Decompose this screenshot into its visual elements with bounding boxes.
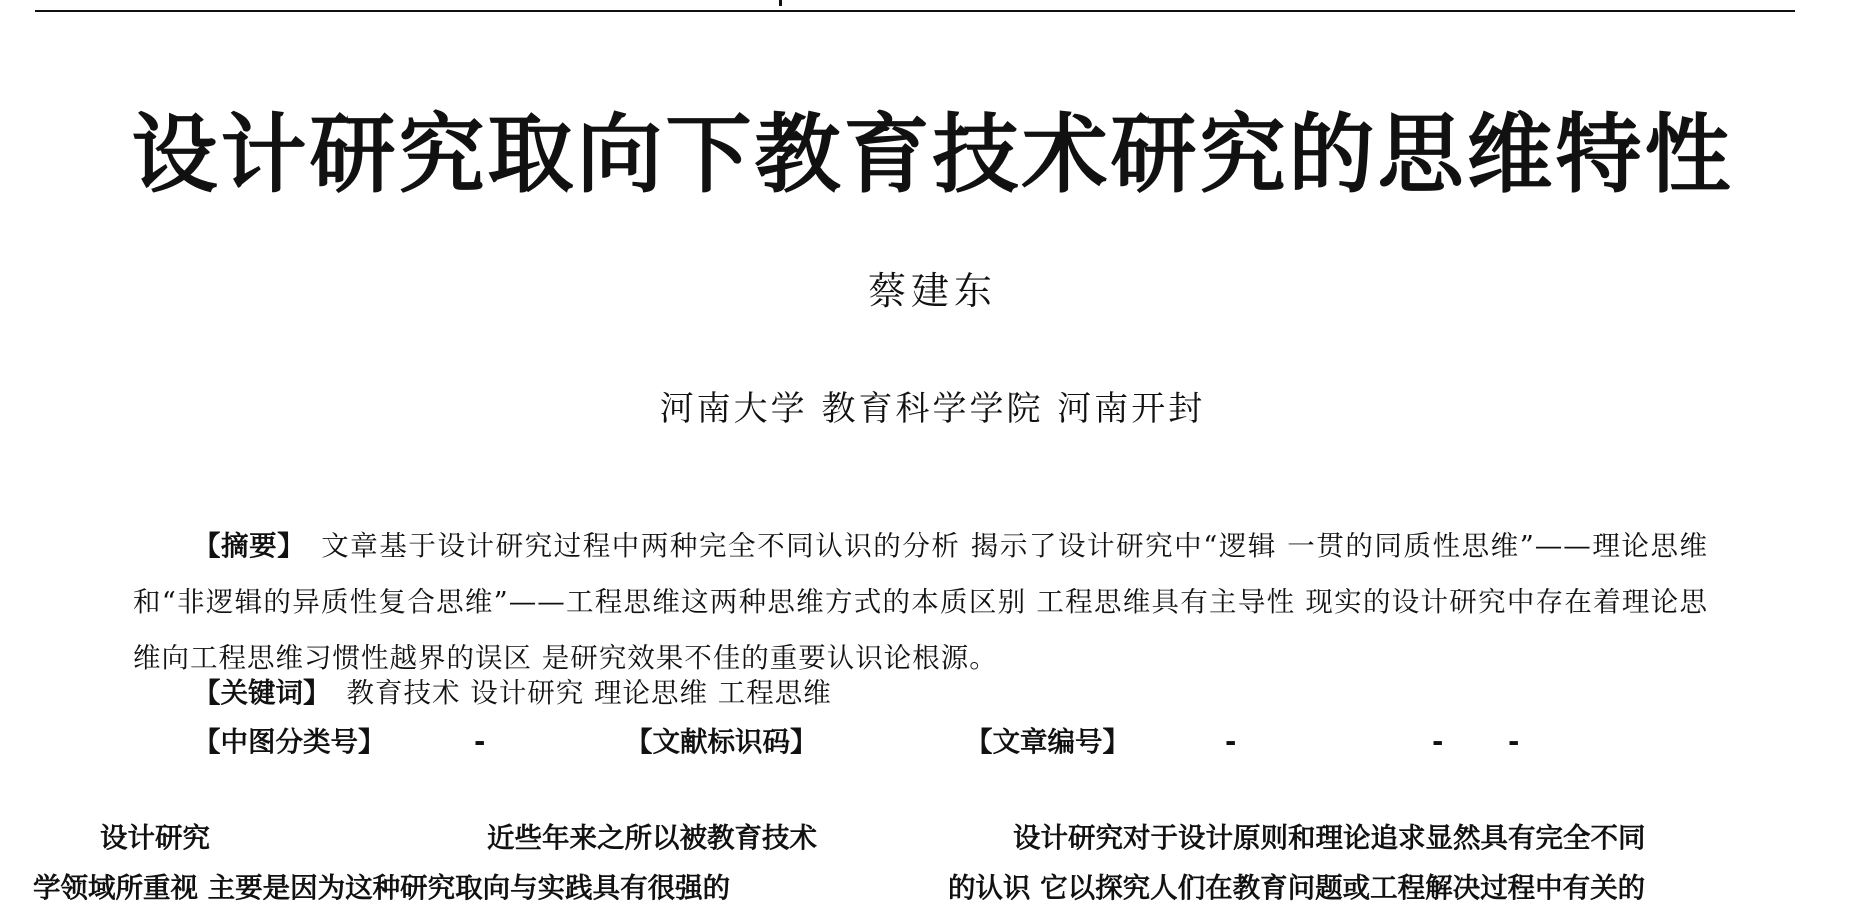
author-name: 蔡建东 [867, 269, 997, 313]
keywords-text: 教育技术 设计研究 理论思维 工程思维 [346, 677, 832, 709]
header-mark [779, 0, 782, 6]
article-number-part-1: - [1225, 726, 1237, 758]
abstract [133, 518, 1708, 686]
header-rule [35, 10, 1795, 12]
body-col3-line2: 的认识 它以探究人们在教育问题或工程解决过程中有关的 [948, 872, 1646, 904]
abstract-text: 文章基于设计研究过程中两种完全不同认识的分析 揭示了设计研究中“逻辑 一贯的同质性思维”——理论思维和“非逻辑的异质性复合思维”——工程思维这两种思维方式的本质区别 工程思维具有主导性 现实的设计研究中存在着理论思维向工程思维习惯性越界的误区 是研究效果不佳的重要认识论根源。 [133, 530, 1708, 674]
paper-title: 设计研究取向下教育技术研究的思维特性 [131, 105, 1734, 205]
body-col1-line2: 学领域所重视 主要是因为这种研究取向与实践具有很强的 [33, 872, 731, 904]
article-number-part-2: - [1432, 726, 1444, 758]
body-col2-line1: 近些年来之所以被教育技术 [487, 822, 817, 854]
clc-label: 【中图分类号】 [193, 726, 386, 758]
body-col3-line1: 设计研究对于设计原则和理论追求显然具有完全不同 [1013, 822, 1646, 854]
keywords-label: 【关键词】 [193, 677, 331, 709]
abstract-label: 【摘要】 [193, 530, 306, 562]
clc-value: - [474, 726, 486, 758]
body-col1-line1: 设计研究 [100, 822, 210, 854]
article-number-part-3: - [1508, 726, 1520, 758]
author-affiliation: 河南大学 教育科学学院 河南开封 [659, 389, 1206, 429]
keywords [193, 675, 832, 711]
article-number-label: 【文章编号】 [965, 726, 1130, 758]
doc-code-label: 【文献标识码】 [625, 726, 818, 758]
